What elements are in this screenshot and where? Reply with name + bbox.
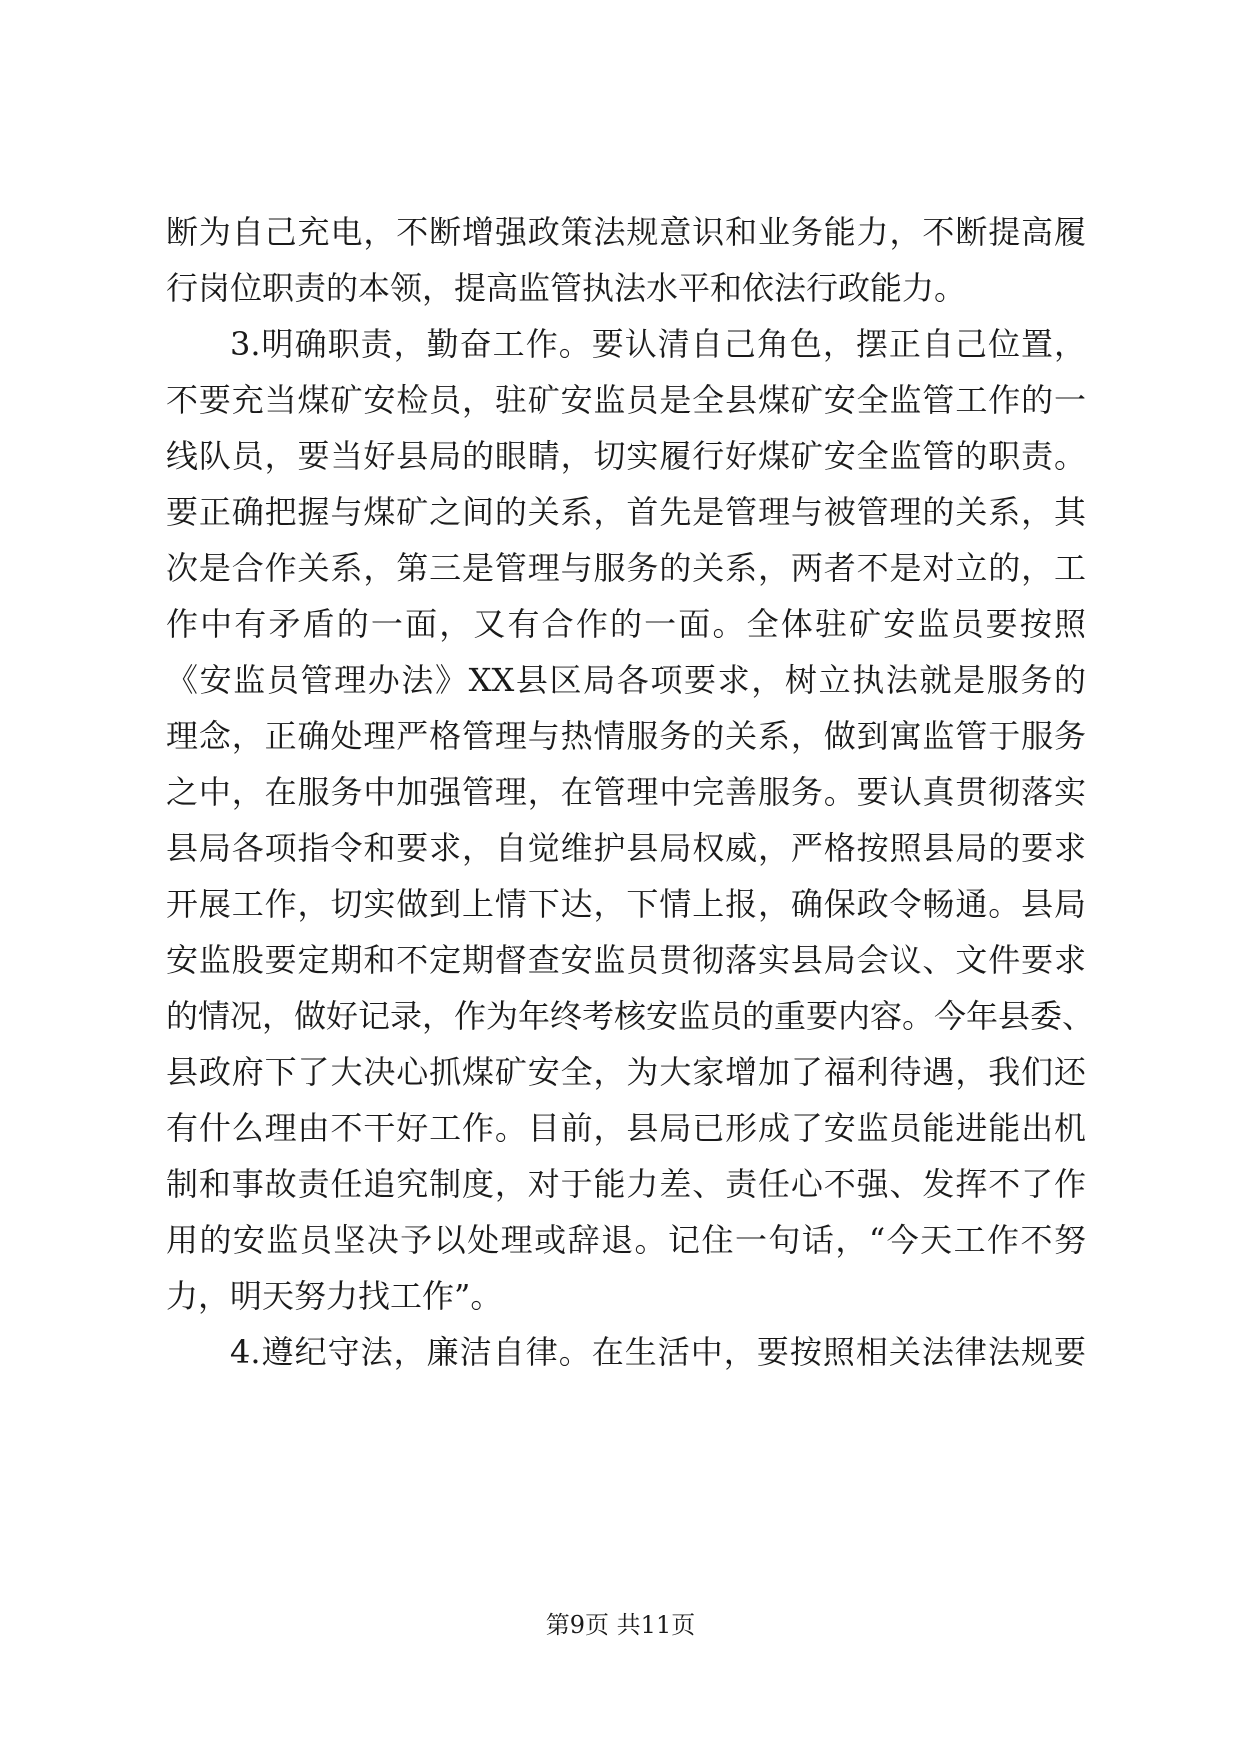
text-line: 制和事故责任追究制度，对于能力差、责任心不强、发挥不了作 bbox=[166, 1165, 1086, 1203]
text-line: 次是合作关系，第三是管理与服务的关系，两者不是对立的，工 bbox=[166, 549, 1086, 587]
text-line: 3.明确职责，勤奋工作。要认清自己角色，摆正自己位置， bbox=[230, 325, 1086, 363]
text-line: 不要充当煤矿安检员，驻矿安监员是全县煤矿安全监管工作的一 bbox=[166, 381, 1086, 419]
text-line: 《安监员管理办法》XX县区局各项要求，树立执法就是服务的 bbox=[166, 661, 1086, 699]
text-line: 行岗位职责的本领，提高监管执法水平和依法行政能力。 bbox=[166, 269, 967, 307]
text-line: 有什么理由不干好工作。目前，县局已形成了安监员能进能出机 bbox=[166, 1109, 1086, 1147]
text-line: 县局各项指令和要求，自觉维护县局权威，严格按照县局的要求 bbox=[166, 829, 1086, 867]
text-line: 线队员，要当好县局的眼睛，切实履行好煤矿安全监管的职责。 bbox=[166, 437, 1086, 475]
text-line: 的情况，做好记录，作为年终考核安监员的重要内容。今年县委、 bbox=[166, 997, 1095, 1035]
text-line: 作中有矛盾的一面，又有合作的一面。全体驻矿安监员要按照 bbox=[166, 605, 1086, 643]
text-line: 理念，正确处理严格管理与热情服务的关系，做到寓监管于服务 bbox=[166, 717, 1086, 755]
text-line: 力，明天努力找工作”。 bbox=[166, 1277, 503, 1315]
text-line: 断为自己充电，不断增强政策法规意识和业务能力，不断提高履 bbox=[166, 213, 1086, 251]
text-line: 要正确把握与煤矿之间的关系，首先是管理与被管理的关系，其 bbox=[166, 493, 1086, 531]
page-number: 第9页 共11页 bbox=[545, 1611, 696, 1639]
text-line: 4.遵纪守法，廉洁自律。在生活中，要按照相关法律法规要 bbox=[230, 1333, 1086, 1371]
text-line: 县政府下了大决心抓煤矿安全，为大家增加了福利待遇，我们还 bbox=[166, 1053, 1086, 1091]
text-line: 安监股要定期和不定期督查安监员贯彻落实县局会议、文件要求 bbox=[166, 941, 1086, 979]
text-line: 之中，在服务中加强管理，在管理中完善服务。要认真贯彻落实 bbox=[166, 773, 1086, 811]
text-line: 用的安监员坚决予以处理或辞退。记住一句话，“今天工作不努 bbox=[166, 1221, 1086, 1259]
text-line: 开展工作，切实做到上情下达，下情上报，确保政令畅通。县局 bbox=[166, 885, 1086, 923]
